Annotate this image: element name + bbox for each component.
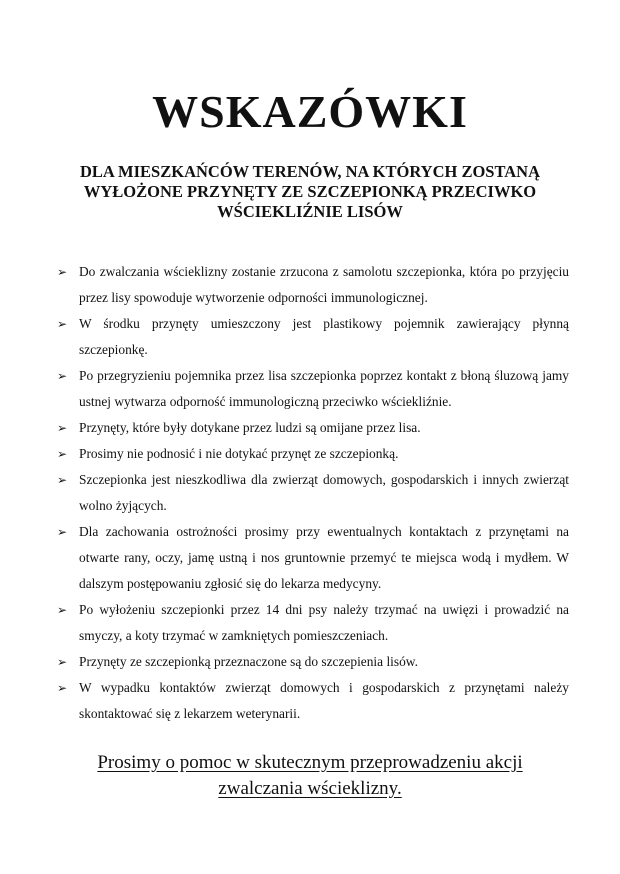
list-item <box>57 441 569 467</box>
arrowhead-bullet-icon: ➢ <box>57 525 68 539</box>
document-subtitle <box>50 162 570 222</box>
arrowhead-bullet-icon: ➢ <box>57 317 68 331</box>
list-item-text: Po wyłożeniu szczepionki przez 14 dni psy należy trzymać na uwięzi i prowadzić na smyczy, a koty trzymać w zamkniętych pomieszczeniach. <box>79 602 569 643</box>
list-item <box>57 259 569 311</box>
subtitle-line: WYŁOŻONE PRZYNĘTY ZE SZCZEPIONKĄ PRZECIWKO <box>83 182 537 201</box>
document-title: WSKAZÓWKI <box>152 86 468 137</box>
list-item <box>57 597 569 649</box>
list-item-text: Szczepionka jest nieszkodliwa dla zwierząt domowych, gospodarskich i innych zwierząt wolno żyjących. <box>79 472 569 513</box>
list-item <box>57 649 569 675</box>
list-item-text: Przynęty, które były dotykane przez ludzi są omijane przez lisa. <box>79 420 421 435</box>
list-item-text: W wypadku kontaktów zwierząt domowych i gospodarskich z przynętami należy skontaktować się z lekarzem weterynarii. <box>79 680 569 721</box>
subtitle-line: WŚCIEKLIŹNIE LISÓW <box>217 202 403 221</box>
closing-line: zwalczania wścieklizny. <box>218 778 402 799</box>
list-item <box>57 467 569 519</box>
list-item-text: Przynęty ze szczepionką przeznaczone są do szczepienia lisów. <box>79 654 418 669</box>
list-item <box>57 415 569 441</box>
instructions-list <box>57 259 569 727</box>
list-item <box>57 363 569 415</box>
arrowhead-bullet-icon: ➢ <box>57 447 68 461</box>
arrowhead-bullet-icon: ➢ <box>57 655 68 669</box>
arrowhead-bullet-icon: ➢ <box>57 603 68 617</box>
arrowhead-bullet-icon: ➢ <box>57 473 68 487</box>
list-item <box>57 519 569 597</box>
closing-line: Prosimy o pomoc w skutecznym przeprowadzeniu akcji <box>97 752 523 773</box>
list-item-text: Po przegryzieniu pojemnika przez lisa szczepionka poprzez kontakt z błoną śluzową jamy ustnej wytwarza odporność immunologiczną przeciwko wściekliźnie. <box>79 368 569 409</box>
list-item-text: Prosimy nie podnosić i nie dotykać przynęt ze szczepionką. <box>79 446 399 461</box>
list-item-text: W środku przynęty umieszczony jest plastikowy pojemnik zawierający płynną szczepionkę. <box>79 316 569 357</box>
arrowhead-bullet-icon: ➢ <box>57 369 68 383</box>
arrowhead-bullet-icon: ➢ <box>57 681 68 695</box>
closing-appeal <box>40 750 580 802</box>
list-item <box>57 675 569 727</box>
arrowhead-bullet-icon: ➢ <box>57 265 68 279</box>
list-item <box>57 311 569 363</box>
list-item-text: Dla zachowania ostrożności prosimy przy ewentualnych kontaktach z przynętami na otwarte rany, oczy, jamę ustną i nos gruntownie przemyć te miejsca wodą i mydłem. W dalszym postępowaniu zgłosić się do lekarza medycyny. <box>79 524 569 591</box>
list-item-text: Do zwalczania wścieklizny zostanie zrzucona z samolotu szczepionka, która po przyjęciu przez lisy spowoduje wytworzenie odporności immunologicznej. <box>79 264 569 305</box>
arrowhead-bullet-icon: ➢ <box>57 421 68 435</box>
subtitle-line: DLA MIESZKAŃCÓW TERENÓW, NA KTÓRYCH ZOSTANĄ <box>80 162 540 181</box>
